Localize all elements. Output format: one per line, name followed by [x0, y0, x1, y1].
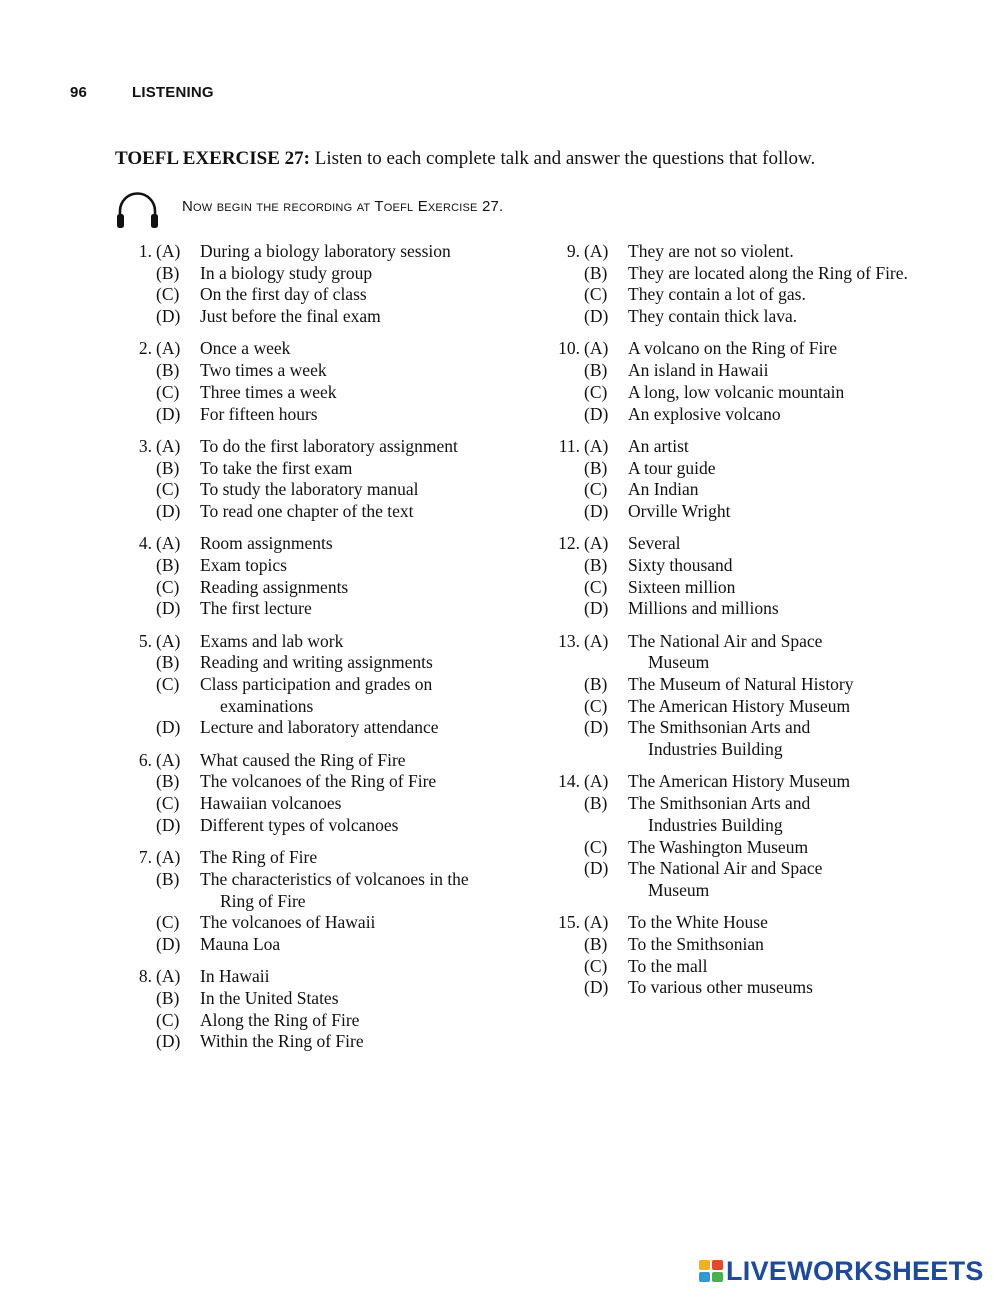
option-text: Reading assignments — [200, 576, 349, 597]
option-text: Two times a week — [200, 360, 327, 381]
option-text: The National Air and Space Museum — [628, 630, 823, 673]
option-text: The first lecture — [200, 598, 312, 619]
option-letter: (C) — [156, 381, 180, 402]
option-letter: (A) — [584, 435, 609, 456]
question-4 — [112, 533, 532, 620]
option-text: The volcanoes of the Ring of Fire — [200, 771, 437, 792]
option-letter: (C) — [584, 955, 608, 976]
option-letter: (B) — [156, 554, 180, 575]
option-letter: (A) — [584, 241, 609, 261]
question-2 — [112, 338, 532, 425]
option-letter: (B) — [584, 360, 608, 381]
question-number: 3. — [138, 435, 152, 456]
option-text: An explosive volcano — [628, 403, 781, 424]
option-letter: (B) — [584, 933, 608, 954]
option-letter: (C) — [584, 836, 608, 857]
option-text: A volcano on the Ring of Fire — [628, 338, 838, 359]
option-letter: (D) — [156, 814, 181, 835]
option-text: The American History Museum — [628, 695, 851, 716]
option-text: To study the laboratory manual — [200, 479, 419, 500]
option-letter: (B) — [584, 674, 608, 695]
option-letter: (C) — [156, 793, 180, 814]
question-number: 4. — [138, 533, 152, 554]
question-number: 6. — [138, 749, 152, 770]
option-letter: (C) — [156, 674, 180, 695]
question-number: 1. — [138, 241, 152, 261]
question-number: 2. — [138, 338, 152, 359]
option-text: The Ring of Fire — [200, 847, 318, 868]
option-text: Within the Ring of Fire — [200, 1031, 364, 1052]
option-letter: (B) — [156, 457, 180, 478]
option-text: They are located along the Ring of Fire. — [628, 262, 908, 283]
option-letter: (B) — [156, 868, 180, 889]
brand-name: LIVEWORKSHEETS — [726, 1255, 984, 1286]
option-text: Three times a week — [200, 381, 337, 402]
question-7 — [112, 847, 532, 956]
option-text: The volcanoes of Hawaii — [200, 912, 376, 933]
option-text: Orville Wright — [628, 500, 731, 521]
option-text: To the mall — [628, 955, 708, 976]
liveworksheets-brand[interactable] — [698, 1256, 984, 1286]
running-head — [70, 84, 214, 101]
option-text: An island in Hawaii — [628, 360, 769, 381]
option-text: An artist — [628, 435, 689, 456]
option-text: Just before the final exam — [200, 306, 381, 327]
option-letter: (A) — [156, 241, 181, 261]
option-letter: (A) — [156, 435, 181, 456]
question-12 — [540, 533, 960, 620]
question-number: 8. — [138, 966, 152, 987]
option-letter: (D) — [156, 598, 181, 619]
option-letter: (D) — [156, 403, 181, 424]
option-letter: (C) — [156, 576, 180, 597]
questions-left-column — [112, 241, 532, 1064]
option-letter: (D) — [584, 717, 609, 738]
option-letter: (A) — [584, 630, 609, 651]
option-letter: (C) — [156, 284, 180, 305]
option-text: Lecture and laboratory attendance — [200, 717, 439, 738]
question-number: 14. — [558, 771, 580, 792]
option-letter: (D) — [156, 717, 181, 738]
option-letter: (C) — [584, 284, 608, 305]
option-letter: (A) — [584, 912, 609, 933]
option-letter: (A) — [156, 749, 181, 770]
option-text: Class participation and grades on examinations — [200, 674, 433, 716]
option-letter: (D) — [156, 1031, 181, 1052]
option-text: Along the Ring of Fire — [200, 1009, 360, 1030]
question-5 — [112, 631, 532, 740]
question-number: 5. — [138, 630, 152, 651]
option-letter: (B) — [156, 360, 180, 381]
option-letter: (A) — [156, 630, 181, 651]
question-6 — [112, 750, 532, 837]
option-text: Reading and writing assignments — [200, 652, 433, 673]
question-number: 11. — [558, 435, 580, 456]
option-letter: (B) — [156, 987, 180, 1008]
option-letter: (D) — [156, 500, 181, 521]
recording-instruction: Now begin the recording at Toefl Exercise 27. — [182, 198, 504, 215]
option-letter: (D) — [584, 598, 609, 619]
question-number: 7. — [138, 847, 152, 868]
option-letter: (D) — [584, 500, 609, 521]
option-text: Hawaiian volcanoes — [200, 793, 342, 814]
option-letter: (C) — [584, 381, 608, 402]
option-letter: (C) — [584, 695, 608, 716]
question-number: 15. — [558, 912, 580, 933]
question-11 — [540, 436, 960, 523]
option-text: Several — [628, 533, 681, 554]
exercise-heading — [115, 148, 815, 170]
question-number: 9. — [566, 241, 580, 261]
option-letter: (A) — [584, 771, 609, 792]
option-letter: (D) — [584, 403, 609, 424]
option-text: To various other museums — [628, 977, 813, 998]
option-letter: (B) — [584, 554, 608, 575]
option-letter: (D) — [584, 306, 609, 327]
option-letter: (A) — [156, 533, 181, 554]
option-text: Sixty thousand — [628, 554, 733, 575]
option-text: Different types of volcanoes — [200, 814, 399, 835]
section-title: LISTENING — [132, 84, 214, 101]
page-number: 96 — [70, 84, 88, 101]
option-letter: (D) — [584, 858, 609, 879]
option-text: The characteristics of volcanoes in the Ring of Fire — [200, 868, 469, 911]
option-letter: (C) — [156, 912, 180, 933]
question-10 — [540, 338, 960, 425]
option-text: What caused the Ring of Fire — [200, 749, 406, 770]
headphones-icon — [115, 190, 160, 230]
option-letter: (B) — [156, 771, 180, 792]
question-1 — [112, 241, 532, 328]
option-letter: (A) — [584, 338, 609, 359]
question-number: 10. — [558, 338, 580, 359]
option-text: On the first day of class — [200, 284, 367, 305]
question-8 — [112, 966, 532, 1053]
option-text: A tour guide — [628, 457, 716, 478]
option-text: In the United States — [200, 987, 339, 1008]
question-9 — [540, 241, 960, 328]
questions-right-column — [540, 241, 960, 1010]
option-text: In Hawaii — [200, 966, 270, 987]
option-letter: (C) — [584, 576, 608, 597]
exercise-instructions: Listen to each complete talk and answer the questions that follow. — [314, 148, 816, 169]
exercise-title: TOEFL EXERCISE 27: — [115, 148, 310, 169]
option-letter: (B) — [584, 457, 608, 478]
option-letter: (A) — [584, 533, 609, 554]
option-text: An Indian — [628, 479, 699, 500]
question-number: 12. — [558, 533, 580, 554]
option-text: To take the first exam — [200, 457, 353, 478]
option-letter: (B) — [156, 262, 180, 283]
option-letter: (C) — [584, 479, 608, 500]
question-3 — [112, 436, 532, 523]
option-text: To read one chapter of the text — [200, 500, 414, 521]
option-letter: (D) — [156, 306, 181, 327]
option-text: To the White House — [628, 912, 768, 933]
option-text: To do the first laboratory assignment — [200, 435, 458, 456]
option-text: For fifteen hours — [200, 403, 318, 424]
option-text: The American History Museum — [628, 771, 851, 792]
option-text: The Museum of Natural History — [628, 674, 854, 695]
option-text: The Smithsonian Arts and Industries Building — [628, 717, 811, 760]
option-text: During a biology laboratory session — [200, 241, 451, 261]
option-text: They are not so violent. — [628, 241, 794, 261]
option-text: Room assignments — [200, 533, 333, 554]
option-text: Mauna Loa — [200, 933, 281, 954]
option-letter: (A) — [156, 966, 181, 987]
option-text: The Washington Museum — [628, 836, 809, 857]
option-text: The Smithsonian Arts and Industries Building — [628, 793, 811, 835]
option-text: Once a week — [200, 338, 291, 359]
option-text: The National Air and Space Museum — [628, 858, 823, 900]
option-letter: (B) — [584, 793, 608, 814]
option-text: Exams and lab work — [200, 630, 344, 651]
option-letter: (D) — [156, 933, 181, 954]
option-text: In a biology study group — [200, 262, 373, 283]
option-text: Exam topics — [200, 554, 287, 575]
option-letter: (B) — [156, 652, 180, 673]
option-letter: (A) — [156, 338, 181, 359]
option-letter: (C) — [156, 479, 180, 500]
option-text: Sixteen million — [628, 576, 736, 597]
option-letter: (C) — [156, 1009, 180, 1030]
question-number: 13. — [558, 630, 580, 651]
option-text: A long, low volcanic mountain — [628, 381, 845, 402]
question-14 — [540, 771, 960, 901]
option-text: They contain a lot of gas. — [628, 284, 806, 305]
question-15 — [540, 912, 960, 999]
option-letter: (B) — [584, 262, 608, 283]
question-13 — [540, 631, 960, 761]
option-text: Millions and millions — [628, 598, 779, 619]
liveworksheets-logo-icon — [698, 1259, 724, 1283]
option-letter: (A) — [156, 847, 181, 868]
option-letter: (D) — [584, 977, 609, 998]
option-text: To the Smithsonian — [628, 933, 764, 954]
option-text: They contain thick lava. — [628, 306, 798, 327]
